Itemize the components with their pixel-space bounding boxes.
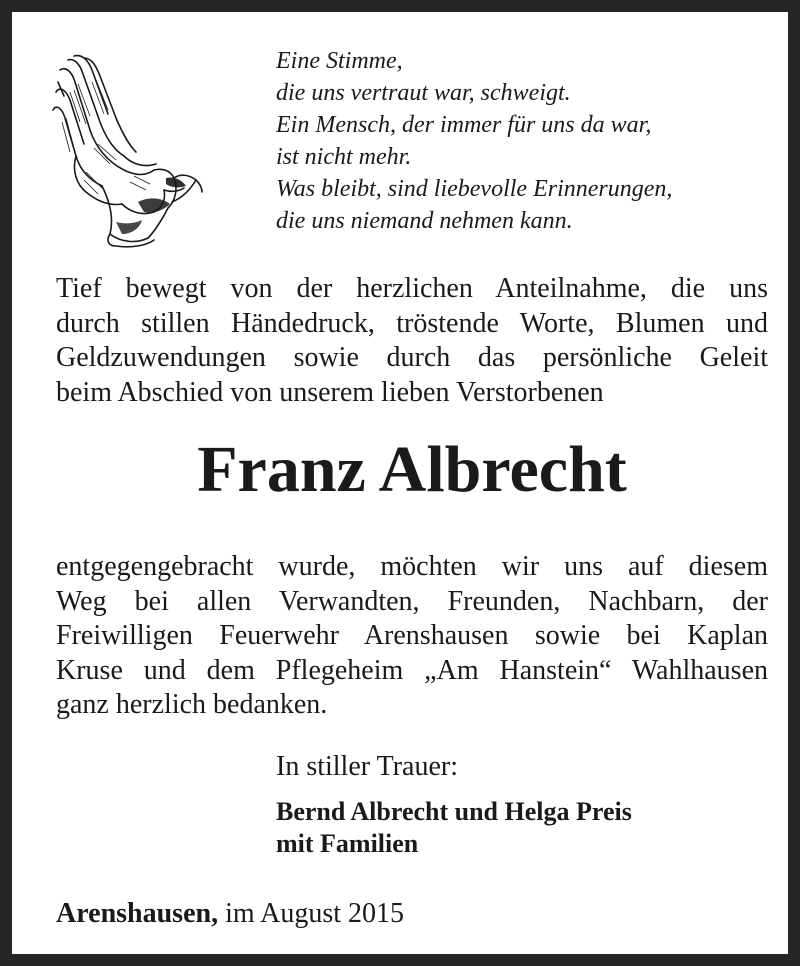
place-name: Arenshausen,	[56, 898, 219, 929]
poem-line: Ein Mensch, der immer für uns da war,	[276, 112, 652, 138]
poem	[276, 45, 776, 237]
signer-line: mit Familien	[276, 829, 419, 858]
date-text: im August 2015	[225, 898, 405, 929]
poem-line: Eine Stimme,	[276, 48, 403, 74]
paragraph-line: Geldzuwendungen sowie durch das persönliche Geleit	[56, 342, 768, 373]
paragraph-line: Kruse und dem Pflegeheim „Am Hanstein“ Wahlhausen	[56, 654, 768, 686]
paragraph-line: Weg bei allen Verwandten, Freunden, Nachbarn, der	[56, 585, 768, 617]
signer-line: Bernd Albrecht und Helga Preis	[276, 797, 632, 826]
poem-line: die uns vertraut war, schweigt.	[276, 80, 571, 106]
poem-line: die uns niemand nehmen kann.	[276, 208, 573, 234]
mourning-intro: In stiller Trauer:	[276, 751, 458, 782]
paragraph-line: ganz herzlich bedanken.	[56, 689, 328, 720]
poem-line: ist nicht mehr.	[276, 144, 412, 170]
praying-hands-icon	[50, 52, 206, 248]
paragraph-line: beim Abschied von unserem lieben Verstorbenen	[56, 376, 604, 408]
signers	[276, 796, 632, 860]
deceased-name: Franz Albrecht	[197, 433, 627, 506]
paragraph-line: durch stillen Händedruck, tröstende Worte, Blumen und	[56, 307, 768, 339]
thanks-paragraph	[56, 550, 768, 723]
poem-line: Was bleibt, sind liebevolle Erinnerungen,	[276, 176, 673, 202]
intro-paragraph	[56, 272, 768, 410]
paragraph-line: Tief bewegt von der herzlichen Anteilnahme, die uns	[56, 273, 768, 304]
paragraph-line: entgegengebracht wurde, möchten wir uns auf diesem	[56, 551, 768, 582]
place-date	[56, 897, 404, 931]
paragraph-line: Freiwilligen Feuerwehr Arenshausen sowie bei Kaplan	[56, 620, 768, 651]
